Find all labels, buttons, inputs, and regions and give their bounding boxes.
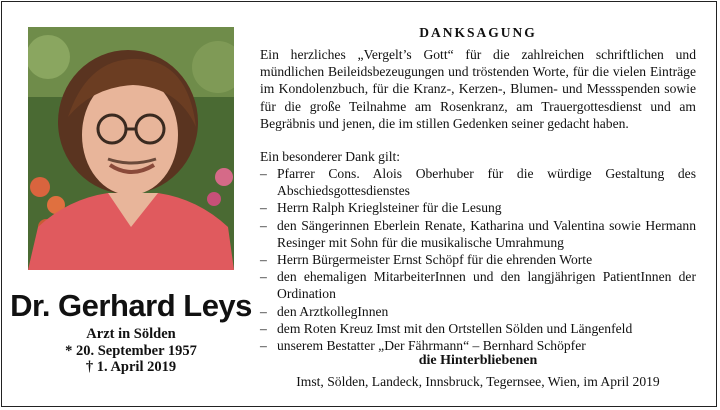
list-item: – Pfarrer Cons. Alois Oberhuber für die würdige Gestaltung des Abschiedsgottesdienstes: [260, 166, 696, 199]
portrait-illustration: [28, 27, 234, 270]
signature: die Hinterbliebenen: [418, 353, 538, 368]
list-item: – unserem Bestatter „Der Fährmann“ – Bernhard Schöpfer: [260, 338, 586, 354]
bullet-dash: –: [260, 200, 267, 216]
profession: Arzt in Sölden: [86, 326, 176, 342]
notice-intro: Ein herzliches „Vergelt’s Gott“ für die zahlreichen schriftlichen und mündlichen Beileidsbezeugungen und tröstenden Worte, für die vielen Einträge im Kondolenzbuch, für die Kranz-, Kerzen-, Blumen- und Messspenden sowie für die große Teilnahme am Rosenkranz, am Trauergottesdienst und am Begräbnis und jenen, die im stillen Gedenken seiner gedacht haben.: [260, 47, 696, 131]
bullet-dash: –: [260, 303, 267, 319]
obituary-card: [1, 1, 717, 407]
notice-heading: DANKSAGUNG: [419, 25, 537, 40]
list-item: – den ArztkollegInnen: [260, 303, 389, 319]
deceased-name: Dr. Gerhard Leys: [10, 288, 252, 323]
bullet-dash: –: [260, 217, 267, 233]
bullet-dash: –: [260, 166, 267, 181]
deceased-details: [2, 326, 260, 376]
bullet-dash: –: [260, 320, 267, 336]
places-and-date: Imst, Sölden, Landeck, Innsbruck, Tegernsee, Wien, im April 2019: [296, 374, 660, 389]
list-item: – dem Roten Kreuz Imst mit den Ortstellen Sölden und Längenfeld: [260, 320, 633, 336]
bullet-dash: –: [260, 338, 267, 354]
bullet-dash: –: [260, 252, 267, 268]
list-item: – Herrn Ralph Krieglsteiner für die Lesung: [260, 200, 502, 216]
list-item: – den ehemaligen MitarbeiterInnen und den langjährigen PatientInnen der Ordination: [260, 269, 696, 302]
list-item: – den Sängerinnen Eberlein Renate, Katharina und Valentina sowie Hermann Resinger mit Sohn für die musikalische Umrahmung: [260, 217, 696, 250]
portrait-photo: [28, 27, 234, 270]
birth-date: * 20. September 1957: [65, 342, 197, 359]
special-thanks-label: Ein besonderer Dank gilt:: [260, 149, 401, 164]
bullet-dash: –: [260, 269, 267, 285]
death-date: † 1. April 2019: [85, 359, 177, 375]
list-item: – Herrn Bürgermeister Ernst Schöpf für die ehrenden Worte: [260, 252, 593, 268]
thanks-list: [260, 165, 696, 354]
